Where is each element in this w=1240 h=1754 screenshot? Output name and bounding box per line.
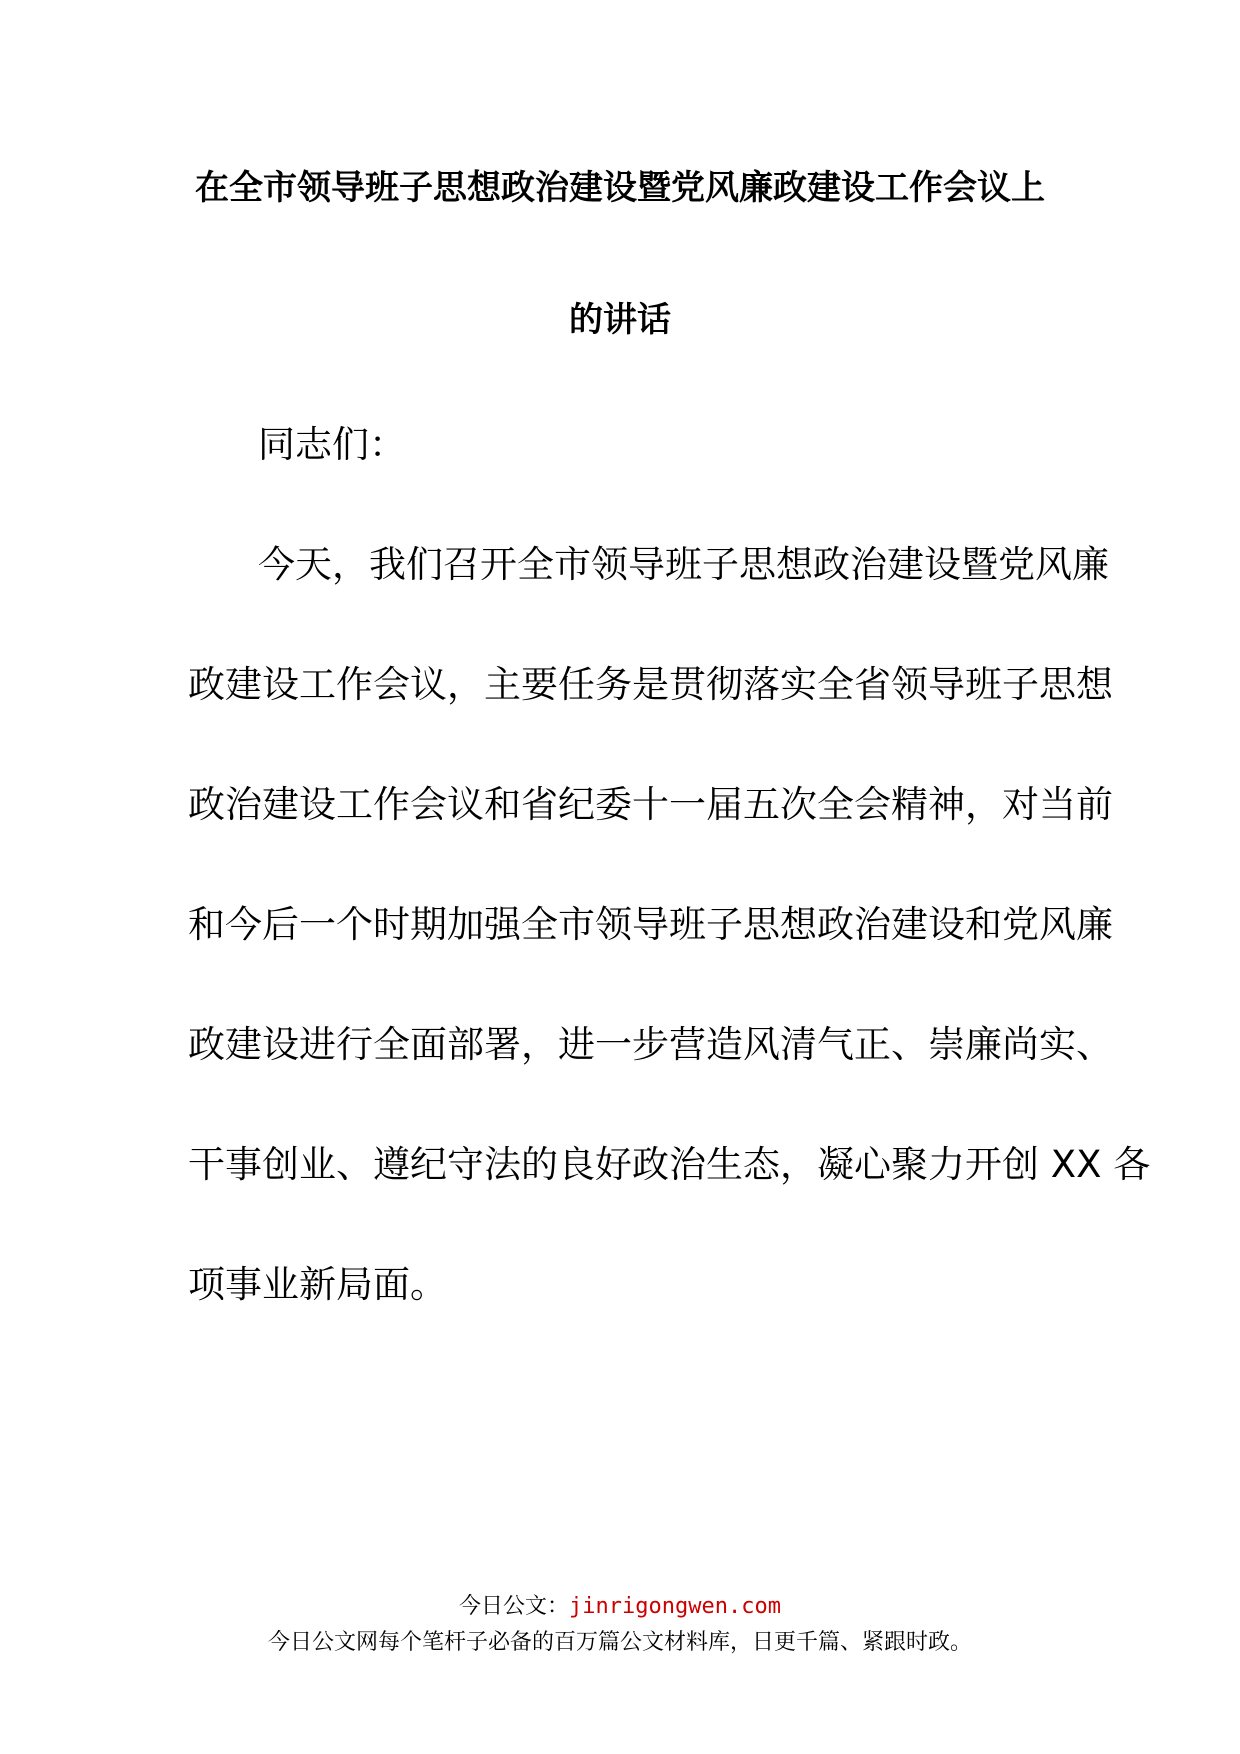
paragraph-line: 政建设工作会议，主要任务是贯彻落实全省领导班子思想 — [188, 663, 1113, 706]
document-title-line-1: 在全市领导班子思想政治建设暨党风廉政建设工作会议上 — [195, 168, 1045, 208]
footer-site-link[interactable]: jinrigongwen.com — [569, 1594, 781, 1619]
paragraph-line: 政建设进行全面部署，进一步营造风清气正、崇廉尚实、 — [188, 1023, 1113, 1066]
paragraph-line: 今天，我们召开全市领导班子思想政治建设暨党风廉 — [258, 543, 1109, 586]
salutation: 同志们： — [258, 423, 406, 466]
paragraph-line: 政治建设工作会议和省纪委十一届五次全会精神，对当前 — [188, 783, 1113, 826]
document-title-line-2: 的讲话 — [569, 300, 671, 340]
paragraph-line: 和今后一个时期加强全市领导班子思想政治建设和党风廉 — [188, 903, 1113, 946]
footer-site — [0, 1592, 1240, 1622]
paragraph-line: 项事业新局面。 — [188, 1263, 447, 1306]
footer-slogan: 今日公文网每个笔杆子必备的百万篇公文材料库，日更千篇、紧跟时政。 — [267, 1630, 972, 1655]
paragraph-line: 干事创业、遵纪守法的良好政治生态，凝心聚力开创 XX 各 — [188, 1143, 1151, 1186]
footer-site-label: 今日公文： — [459, 1594, 570, 1619]
